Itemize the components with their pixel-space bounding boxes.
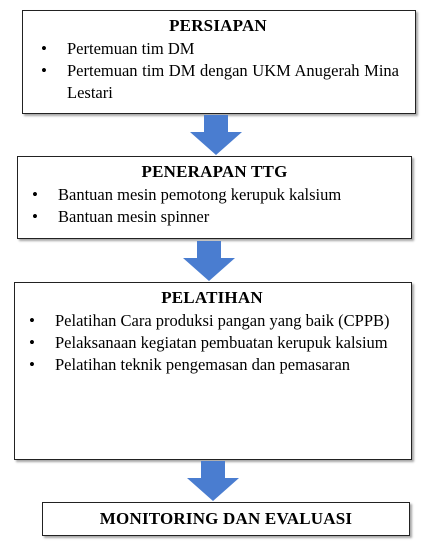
list-item: • Pertemuan tim DM bbox=[37, 38, 399, 60]
down-arrow-icon bbox=[190, 115, 242, 155]
list-item: • Pelaksanaan kegiatan pembuatan kerupuk kalsium bbox=[25, 332, 399, 354]
step-persiapan-title: PERSIAPAN bbox=[169, 16, 267, 35]
step-pelatihan-list bbox=[25, 310, 399, 376]
list-item: • Pelatihan teknik pengemasan dan pemasaran bbox=[25, 354, 399, 376]
step-penerapan-ttg-title: PENERAPAN TTG bbox=[141, 162, 288, 181]
list-item: • Bantuan mesin spinner bbox=[28, 206, 401, 228]
down-arrow-icon bbox=[187, 461, 239, 501]
step-penerapan-ttg-box bbox=[17, 156, 412, 239]
list-item: • Pertemuan tim DM dengan UKM Anugerah Mina Lestari bbox=[37, 60, 399, 104]
step-persiapan-list bbox=[37, 38, 399, 104]
step-persiapan-box bbox=[22, 10, 416, 114]
list-item: • Bantuan mesin pemotong kerupuk kalsium bbox=[28, 184, 401, 206]
step-pelatihan-box bbox=[14, 282, 412, 460]
step-monitoring-box bbox=[42, 502, 410, 536]
step-pelatihan-title: PELATIHAN bbox=[161, 288, 263, 307]
step-monitoring-title: MONITORING DAN EVALUASI bbox=[99, 509, 353, 528]
step-penerapan-ttg-list bbox=[28, 184, 401, 228]
down-arrow-icon bbox=[183, 241, 235, 281]
list-item: • Pelatihan Cara produksi pangan yang baik (CPPB) bbox=[25, 310, 399, 332]
